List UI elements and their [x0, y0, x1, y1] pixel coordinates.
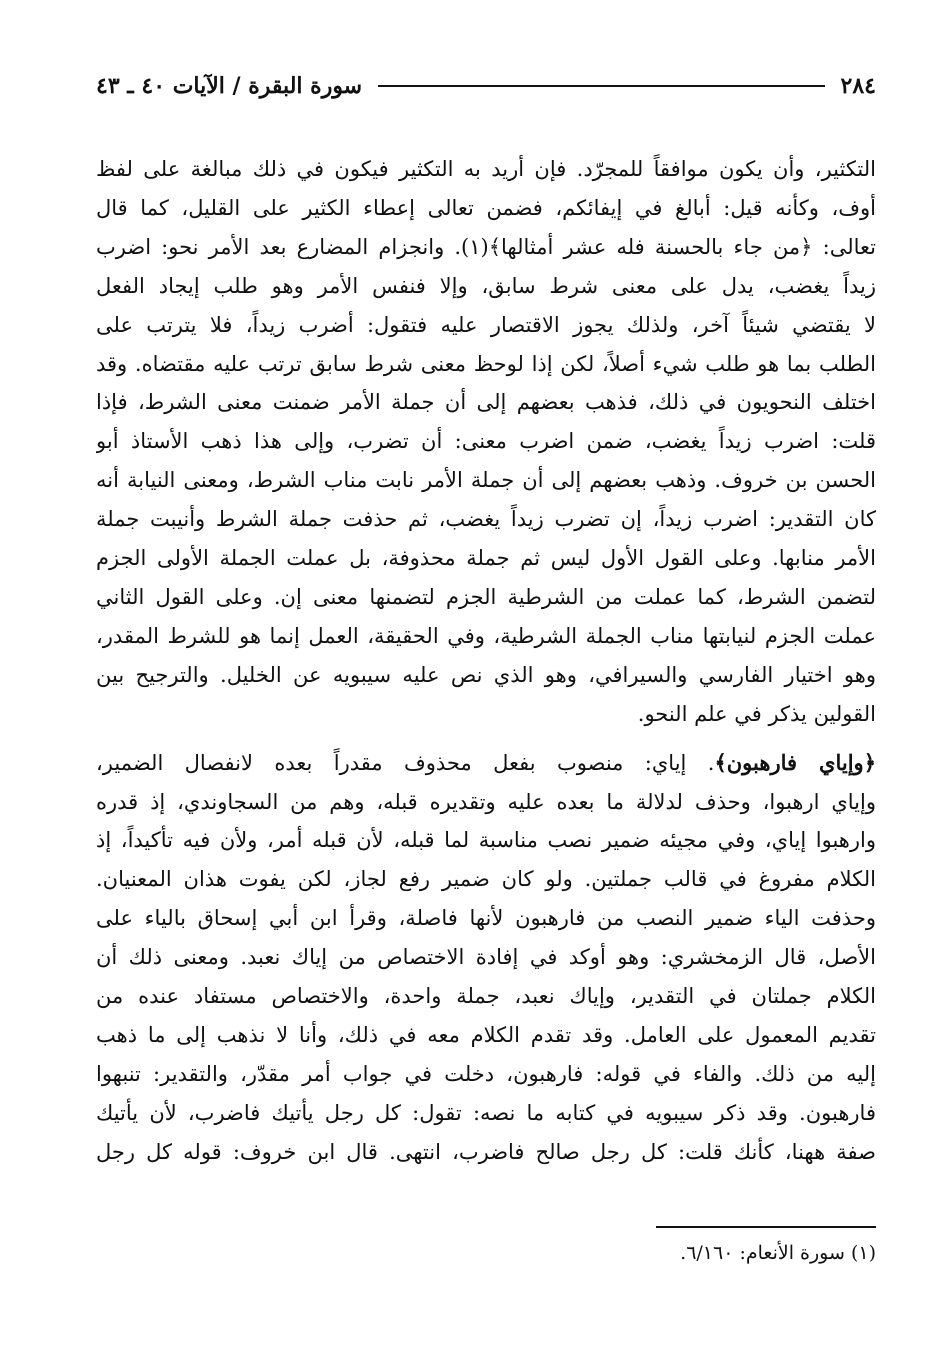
text-line: القولين يذكر في علم النحو. — [637, 701, 876, 726]
text-line: الكلام جملتان في التقدير، وإياك نعبد، جملة واحدة، والاختصاص مستفاد عنده من — [96, 984, 876, 1009]
text-line: تقديم المعمول على العامل. وقد تقدم الكلام معه في ذلك، وأنا لا نذهب إلى ما ذهب — [96, 1022, 876, 1047]
main-text — [96, 150, 876, 1172]
text-line: وارهبوا إياي، وفي مجيئه ضمير نصب مناسبة لما قبله، لأن قبله أمر، ولأن فيه تأكيداً، إذ — [96, 828, 876, 853]
text-line: فارهبون. وقد ذكر سيبويه في كتابه ما نصه: تقول: كل رجل يأتيك فاضرب، لأن يأتيك — [96, 1100, 876, 1125]
text-line: الأصل، قال الزمخشري: وهو أوكد في إفادة الاختصاص من إياك نعبد. ومعنى ذلك أن — [96, 945, 876, 970]
text-line: وهو اختيار الفارسي والسيرافي، وهو الذي نص عليه سيبويه عن الخليل. والترجيح بين — [96, 662, 876, 687]
text-line: الطلب بما هو طلب شيء أصلاً، لكن إذا لوحظ معنى شرط سابق ترتب عليه مقتضاه. وقد — [96, 351, 876, 376]
page-number: ٢٨٤ — [840, 73, 876, 99]
text-line: اختلف النحويون في ذلك، فذهب بعضهم إلى أن جملة الأمر ضمنت معنى الشرط، فإذا — [96, 390, 876, 415]
text-line: إليه من ذلك. والفاء في قوله: فارهبون، دخلت في جواب أمر مقدّر، والتقدير: تنبهوا — [96, 1061, 876, 1086]
text-line: زيداً يغضب، يدل على معنى شرط سابق، وإلا فنفس الأمر وهو طلب إيجاد الفعل — [96, 273, 876, 298]
text-line: أوف، وكأنه قيل: أبالغ في إيفائكم، فضمن تعالى إعطاء الكثير على القليل، كما قال — [96, 195, 876, 220]
text-line: التكثير، وأن يكون موافقاً للمجرّد. فإن أريد به التكثير فيكون في ذلك مبالغة على لفظ — [96, 157, 876, 181]
text-line: لتضمن الشرط، كما عملت من الشرطية الجزم لتضمنها معنى إن. وعلى القول الثاني — [96, 584, 876, 609]
text-line: الكلام مفروغ في قالب جملتين. ولو كان ضمير رفع لجاز، لكن يفوت هذان المعنيان. — [96, 867, 876, 892]
text-line: وحذفت الياء ضمير النصب من فارهبون لأنها فاصلة، وقرأ ابن أبي إسحاق بالياء على — [96, 906, 876, 931]
text-line: صفة ههنا، كأنك قلت: كل رجل صالح فاضرب، انتهى. قال ابن خروف: قوله كل رجل — [96, 1139, 876, 1164]
text-line: تعالى: ﴿من جاء بالحسنة فله عشر أمثالها﴾(١). وانجزام المضارع بعد الأمر نحو: اضرب — [96, 234, 876, 259]
text-line-rest: . إياي: منصوب بفعل محذوف مقدراً بعده لانفصال الضمير، — [96, 750, 715, 775]
footnote: (١) سورة الأنعام: ٦/١٦٠. — [680, 1242, 876, 1264]
text-line: وإياي ارهبوا، وحذف لدلالة ما بعده عليه وتقديره قبله، وهم من السجاوندي، إذ قدره — [96, 789, 876, 814]
text-line — [96, 744, 876, 783]
footnote-rule — [656, 1226, 876, 1228]
paragraph-1 — [96, 150, 876, 734]
paragraph-2 — [96, 744, 876, 1172]
text-line: قلت: اضرب زيداً يغضب، ضمن اضرب معنى: أن تضرب، وإلى هذا ذهب الأستاذ أبو — [96, 429, 876, 454]
text-line: كان التقدير: اضرب زيداً، إن تضرب زيداً يغضب، ثم حذفت جملة الشرط وأنيبت جملة — [96, 507, 876, 532]
running-header — [96, 66, 876, 106]
paragraph-gap — [96, 734, 876, 744]
verse-lead: ﴿وإياي فارهبون﴾ — [714, 749, 876, 775]
text-line: الحسن بن خروف. وذهب بعضهم إلى أن جملة الأمر نابت مناب الشرط، ومعنى النيابة أنه — [96, 468, 876, 493]
text-line: عملت الجزم لنيابتها مناب الجملة الشرطية، وفي الحقيقة، العمل إنما هو للشرط المقدر، — [96, 623, 876, 648]
text-line: لا يقتضي شيئاً آخر، ولذلك يجوز الاقتصار عليه فتقول: أضرب زيداً، فلا يترتب على — [96, 312, 876, 337]
text-line: الأمر منابها. وعلى القول الأول ليس ثم جملة محذوفة، بل عملت الجملة الأولى الجزم — [96, 546, 876, 571]
header-rule — [378, 85, 824, 87]
running-title: سورة البقرة / الآيات ٤٠ ـ ٤٣ — [96, 73, 363, 99]
